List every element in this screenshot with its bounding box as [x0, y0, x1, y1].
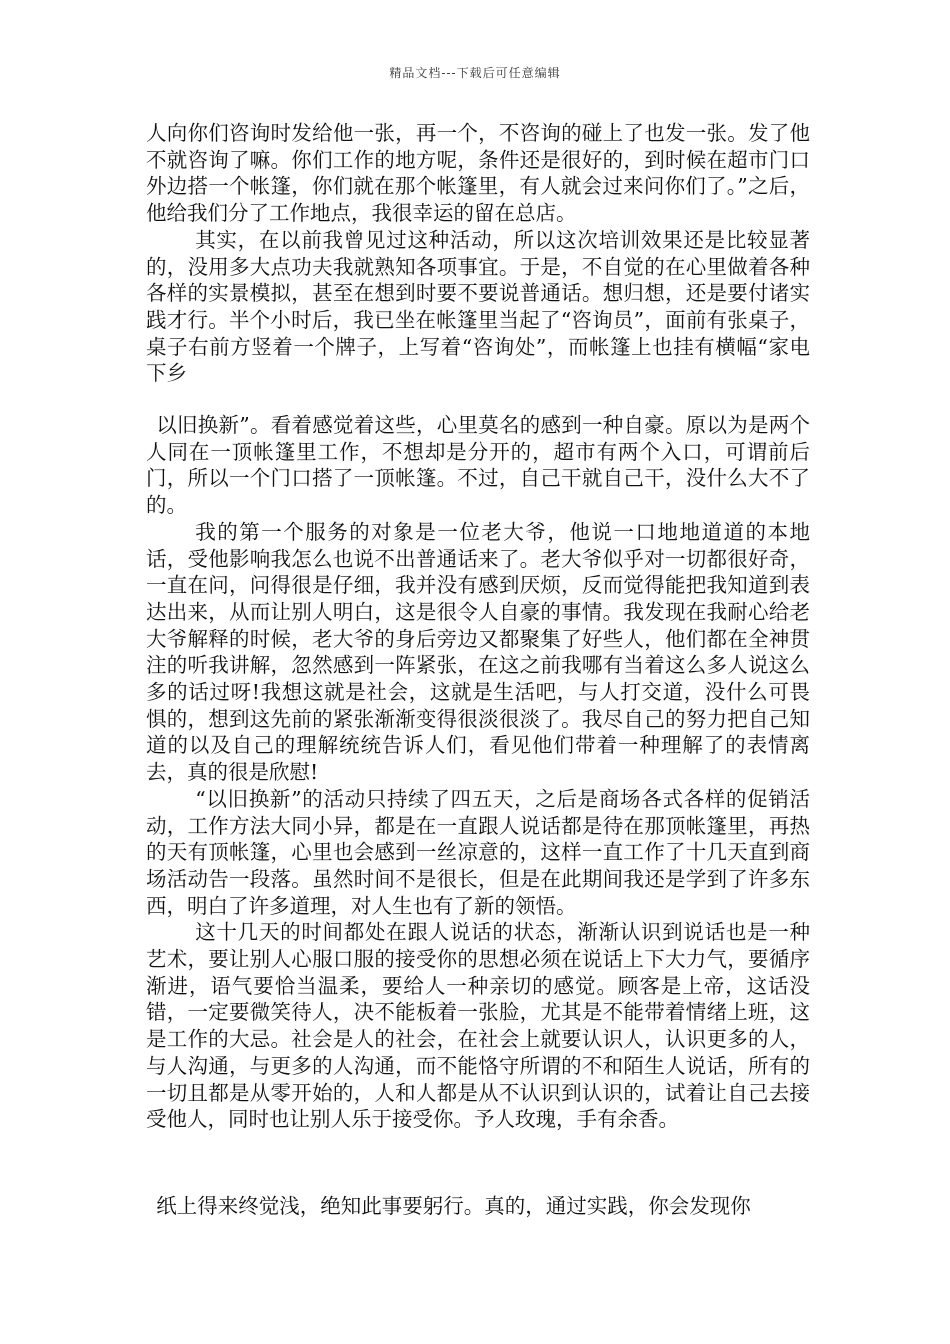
text-block-bottom	[146, 1193, 810, 1220]
paragraph-2: 其实，在以前我曾见过这种活动，所以这次培训效果还是比较显著的，没用多大点功夫我就熟知各项事宜。于是，不自觉的在心里做着各种各样的实景模拟，甚至在想到时要不要说普通话。想归想，还是要付诸实践才行。半个小时后，我已坐在帐篷里当起了“咨询员”，面前有张桌子，桌子右前方竖着一个牌子，上写着“咨询处”，而帐篷上也挂有横幅“家电下乡	[146, 227, 810, 386]
paragraph-5: “以旧换新”的活动只持续了四五天，之后是商场各式各样的促销活动，工作方法大同小异，都是在一直跟人说话都是待在那顶帐篷里，再热的天有顶帐篷，心里也会感到一丝凉意的，这样一直工作了十几天直到商场活动告一段落。虽然时间不是很长，但是在此期间我还是学到了许多东西，明白了许多道理，对人生也有了新的领悟。	[146, 786, 810, 918]
paragraph-6: 这十几天的时间都处在跟人说话的状态，渐渐认识到说话也是一种艺术，要让别人心服口服的接受你的思想必须在说话上下大力气，要循序渐进，语气要恰当温柔，要给人一种亲切的感觉。顾客是上帝，这话没错，一定要微笑待人，决不能板着一张脸，尤其是不能带着情绪上班，这是工作的大忌。社会是人的社会，在社会上就要认识人，认识更多的人，与人沟通，与更多的人沟通，而不能恪守所谓的不和陌生人说话，所有的一切且都是从零开始的，人和人都是从不认识到认识的，试着让自己去接受他人，同时也让别人乐于接受你。予人玫瑰，手有余香。	[146, 920, 810, 1132]
paragraph-4: 我的第一个服务的对象是一位老大爷，他说一口地地道道的本地话，受他影响我怎么也说不出普通话来了。老大爷似乎对一切都很好奇，一直在问，问得很是仔细，我并没有感到厌烦，反而觉得能把我知道到表达出来，从而让别人明白，这是很令人自豪的事情。我发现在我耐心给老大爷解释的时候，老大爷的身后旁边又都聚集了好些人，他们都在全神贯注的听我讲解，忽然感到一阵紧张，在这之前我哪有当着这么多人说这么多的话过呀!我想这就是社会，这就是生活吧，与人打交道，没什么可畏惧的，想到这先前的紧张渐渐变得很淡很淡了。我尽自己的努力把自己知道的以及自己的理解统统告诉人们，看见他们带着一种理解了的表情离去，真的很是欣慰!	[146, 519, 810, 785]
page-header: 精品文档---下载后可任意编辑	[389, 66, 561, 80]
text-block-top	[146, 120, 810, 387]
text-block-middle	[146, 412, 810, 1133]
paragraph-1: 人向你们咨询时发给他一张，再一个，不咨询的碰上了也发一张。发了他不就咨询了嘛。你们工作的地方呢，条件还是很好的，到时候在超市门口外边搭一个帐篷，你们就在那个帐篷里，有人就会过来问你们了。”之后，他给我们分了工作地点，我很幸运的留在总店。	[146, 121, 810, 226]
paragraph-3: 以旧换新”。看着感觉着这些，心里莫名的感到一种自豪。原以为是两个人同在一顶帐篷里工作，不想却是分开的，超市有两个入口，可谓前后门，所以一个门口搭了一顶帐篷。不过，自己干就自己干，没什么大不了的。	[146, 413, 810, 518]
paragraph-7: 纸上得来终觉浅，绝知此事要躬行。真的，通过实践，你会发现你	[156, 1194, 751, 1218]
